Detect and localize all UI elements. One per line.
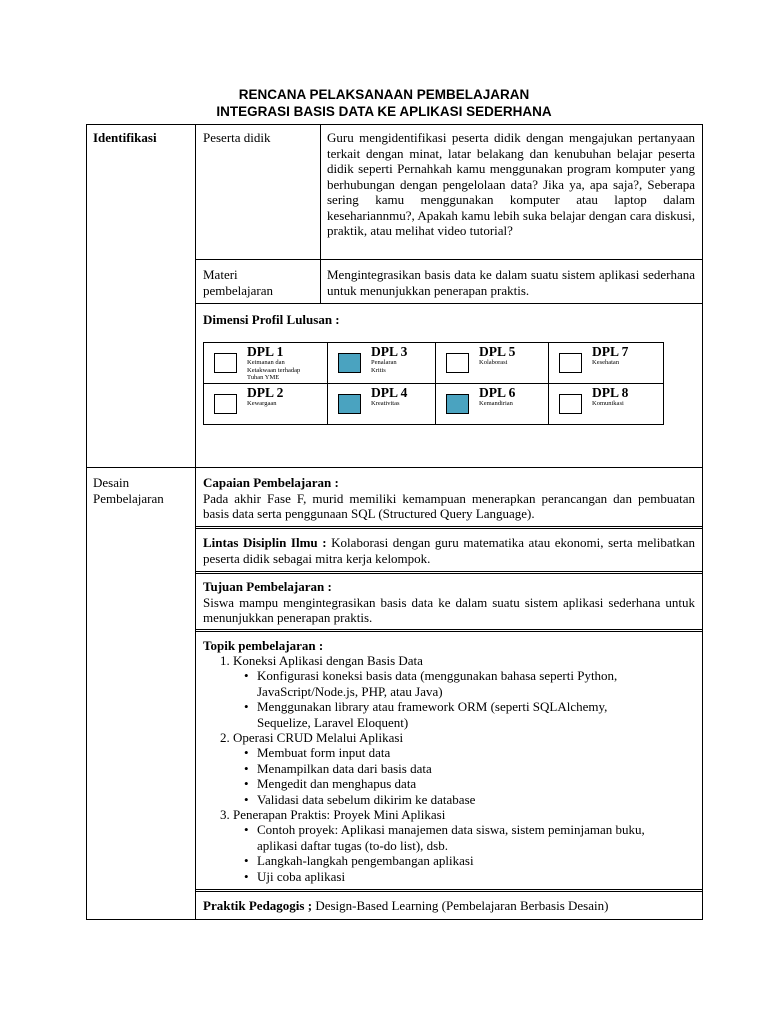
topik-subitem: • Membuat form input data (257, 745, 390, 760)
materi-label (203, 267, 273, 298)
section-divider (86, 467, 703, 468)
dpl-checkbox[interactable] (214, 353, 237, 373)
dpl-checkbox[interactable] (559, 394, 582, 414)
topik-subitem: • Menggunakan library atau framework ORM (seperti SQLAlchemy, Sequelize, Laravel Eloquent) (257, 699, 607, 730)
dpl-description: Kesehatan (592, 359, 620, 366)
dpl-description: Kolaborasi (479, 359, 508, 366)
dpl-code: DPL 4 (371, 385, 408, 400)
materi-label-line-2: pembelajaran (203, 282, 274, 298)
document-title (0, 86, 768, 120)
dpl-code: DPL 7 (592, 344, 629, 359)
row-divider-tp (195, 629, 703, 632)
topik-item: 1. Koneksi Aplikasi dengan Basis Data (220, 653, 423, 668)
dpl-checkbox[interactable] (214, 394, 237, 414)
topik-title: Topik pembelajaran : (203, 638, 324, 653)
dpl-description: Komunikasi (592, 400, 624, 407)
dpl-code: DPL 1 (247, 344, 284, 359)
pp-text: Design-Based Learning (Pembelajaran Berbasis Desain) (315, 898, 609, 913)
dimensi-title: Dimensi Profil Lulusan : (203, 312, 340, 327)
identifikasi-label: Identifikasi (93, 130, 157, 145)
dpl-description: Kewargaan (247, 400, 277, 407)
peserta-text: Guru mengidentifikasi peserta didik dengan mengajukan pertanyaan terkait dengan minat, latar belakang dan kenubuhan belajar peserta didik seperti Pernahkah kamu menggunakan program komputer yang berhubungan dengan pengelolaan data? Jika ya, apa saja?, Seberapa sering kamu menggunakan komputer atau laptop dalam kesehariannmu?, Apakah kamu lebih suka belajar dengan cara diskusi, praktik, atau melihat video tutorial? (327, 130, 695, 238)
desain-label-line-2: Pembelajaran (93, 490, 164, 506)
tp-text: Siswa mampu mengintegrasikan basis data ke dalam suatu sistem aplikasi sederhana untuk menunjukkan penerapan praktis. (203, 594, 695, 625)
topik-subitem: • Uji coba aplikasi (257, 869, 345, 884)
dpl-code: DPL 6 (479, 385, 516, 400)
row-divider-2 (195, 303, 703, 304)
topik-subitem: • Menampilkan data dari basis data (257, 761, 432, 776)
cp-title: Capaian Pembelajaran : (203, 475, 339, 490)
desain-label-line-1: Desain (93, 475, 130, 490)
dpl-checkbox[interactable] (446, 394, 469, 414)
topik-item: 2. Operasi CRUD Melalui Aplikasi (220, 730, 404, 745)
pp-block (203, 898, 608, 914)
tp-title: Tujuan Pembelajaran : (203, 579, 332, 594)
sub-column-divider (320, 124, 321, 304)
ldi-title: Lintas Disiplin Ilmu : (203, 535, 327, 550)
pp-title: Praktik Pedagogis ; (203, 898, 313, 913)
title-line-1: RENCANA PELAKSANAAN PEMBELAJARAN (238, 87, 530, 102)
materi-text: Mengintegrasikan basis data ke dalam suatu sistem aplikasi sederhana untuk menunjukkan penerapan praktis. (327, 267, 695, 298)
dpl-description: Kreativitas (371, 400, 400, 407)
dpl-checkbox[interactable] (338, 394, 361, 414)
dpl-checkbox[interactable] (338, 353, 361, 373)
desain-label (93, 475, 164, 506)
dpl-code: DPL 8 (592, 385, 629, 400)
topik-subitem: • Contoh proyek: Aplikasi manajemen data siswa, sistem peminjaman buku, aplikasi daftar tugas (to-do list), dsb. (257, 822, 645, 853)
dpl-checkbox[interactable] (446, 353, 469, 373)
dpl-code: DPL 2 (247, 385, 284, 400)
topik-subitem: • Validasi data sebelum dikirim ke database (257, 792, 475, 807)
row-divider-topik (195, 889, 703, 892)
title-line-2: INTEGRASI BASIS DATA KE APLIKASI SEDERHANA (216, 104, 552, 119)
dpl-description: Keimanan dan Ketakwaan terhadap Tuhan YME (247, 359, 301, 381)
dpl-description: Penalaran Kritis (371, 359, 397, 374)
left-column-divider (195, 124, 196, 920)
row-divider-cp (195, 526, 703, 529)
dpl-code: DPL 5 (479, 344, 516, 359)
topik-subitem: • Mengedit dan menghapus data (257, 776, 416, 791)
row-divider-1 (195, 259, 703, 260)
ldi-text: Kolaborasi dengan guru matematika atau ekonomi, serta melibatkan peserta didik sebagai mitra kerja kelompok. (203, 535, 695, 566)
row-divider-ldi (195, 571, 703, 574)
materi-label-line-1: Materi (203, 267, 238, 282)
topik-subitem: • Langkah-langkah pengembangan aplikasi (257, 853, 474, 868)
topik-item: 3. Penerapan Praktis: Proyek Mini Aplikasi (220, 807, 446, 822)
peserta-label: Peserta didik (203, 130, 271, 145)
dpl-grid (203, 342, 664, 425)
cp-text: Pada akhir Fase F, murid memiliki kemampuan menerapkan perancangan dan pembuatan basis data serta penggunaan SQL (Structured Query Language). (203, 490, 695, 521)
dpl-code: DPL 3 (371, 344, 408, 359)
ldi-block (203, 535, 695, 566)
topik-subitem: • Konfigurasi koneksi basis data (menggunakan bahasa seperti Python, JavaScript/Node.js, PHP, atau Java) (257, 668, 617, 699)
dpl-description: Kemandirian (479, 400, 513, 407)
dpl-checkbox[interactable] (559, 353, 582, 373)
